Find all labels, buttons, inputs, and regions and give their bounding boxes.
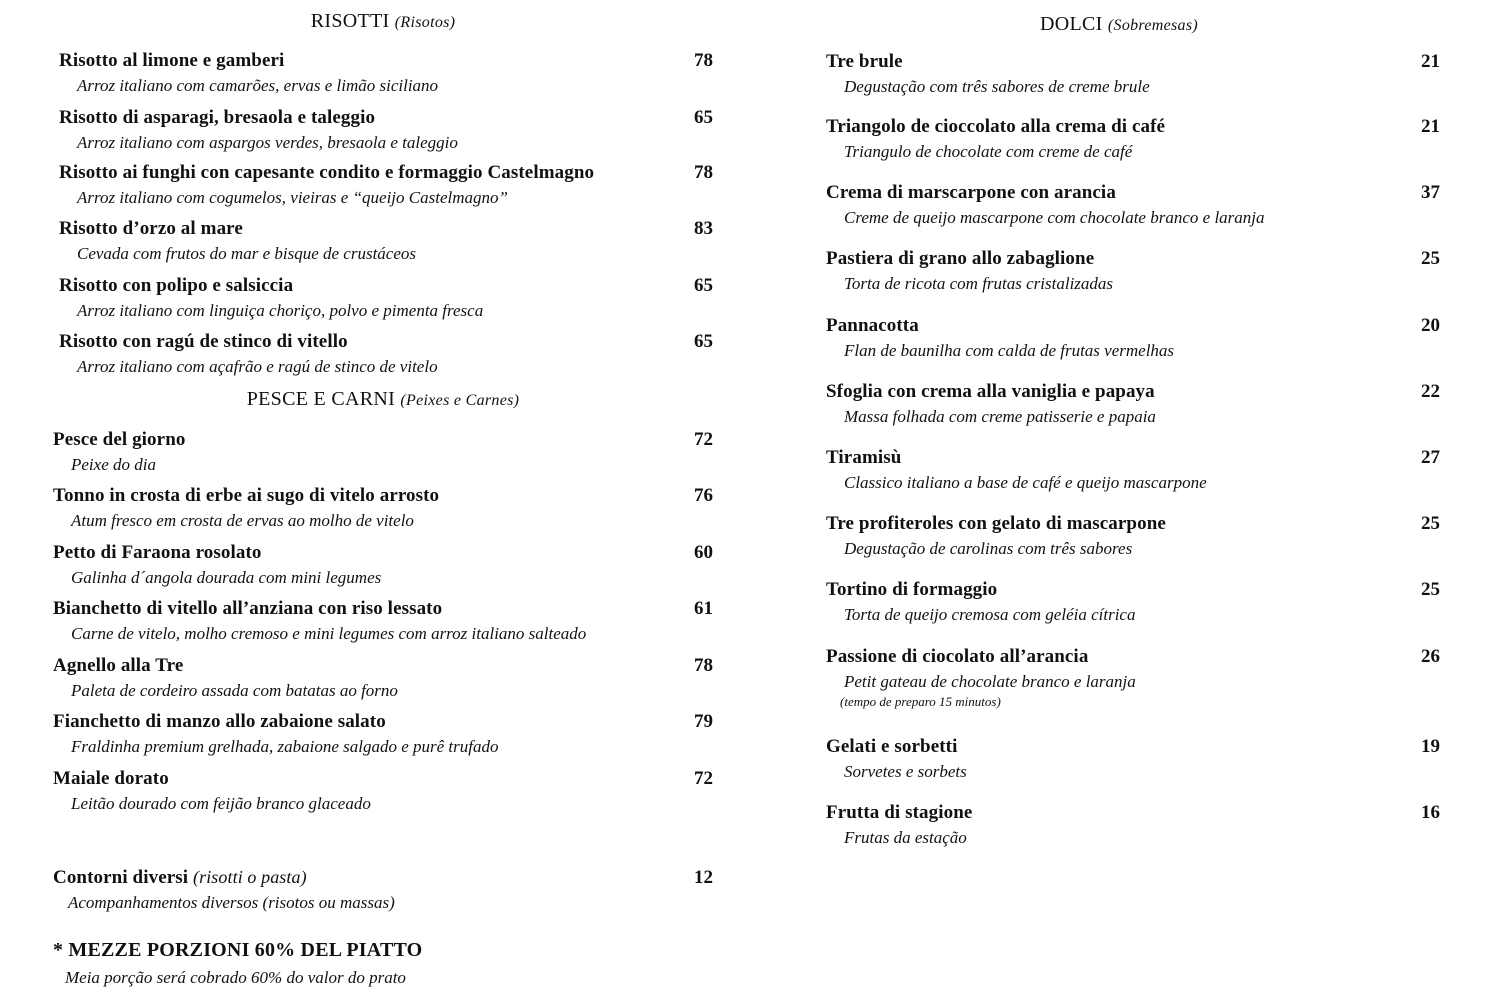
menu-item <box>826 646 1440 710</box>
item-description: Carne de vitelo, molho cremoso e mini legumes com arroz italiano salteado <box>71 624 587 643</box>
menu-item <box>59 50 713 96</box>
item-description: Galinha d´angola dourada com mini legumes <box>71 568 382 587</box>
item-description: Arroz italiano com linguiça choriço, polvo e pimenta fresca <box>77 301 484 320</box>
item-description: Acompanhamentos diversos (risotos ou massas) <box>68 893 395 912</box>
item-name: Maiale dorato <box>53 768 169 789</box>
half-portion-description: Meia porção será cobrado 60% do valor do prato <box>65 968 406 987</box>
risotti-subtitle: (Risotos) <box>394 14 456 31</box>
item-name: Risotto con ragú de stinco di vitello <box>59 331 348 352</box>
item-price: 21 <box>1421 116 1440 137</box>
item-name: Passione di ciocolato all’arancia <box>826 646 1089 667</box>
menu-item <box>826 315 1440 361</box>
item-description: Triangulo de chocolate com creme de café <box>844 142 1133 161</box>
menu-item <box>53 768 713 814</box>
item-price: 65 <box>694 275 713 296</box>
item-price: 78 <box>694 655 713 676</box>
item-price: 12 <box>694 867 713 888</box>
item-description: Leitão dourado com feijão branco glaceado <box>71 794 371 813</box>
item-name: Bianchetto di vitello all’anziana con riso lessato <box>53 598 443 619</box>
item-name: Petto di Faraona rosolato <box>53 542 262 563</box>
dolci-section-title <box>798 13 1440 36</box>
item-description: Torta de queijo cremosa com geléia cítrica <box>844 605 1136 624</box>
menu-item <box>53 542 713 588</box>
item-description: Degustação com três sabores de creme brule <box>844 77 1150 96</box>
item-description: Arroz italiano com camarões, ervas e limão siciliano <box>77 76 439 95</box>
item-name: Tiramisù <box>826 447 902 468</box>
menu-item <box>826 116 1440 162</box>
item-name: Frutta di stagione <box>826 802 973 823</box>
item-name: Fianchetto di manzo allo zabaione salato <box>53 711 386 732</box>
item-description: Massa folhada com creme patisserie e papaia <box>844 407 1156 426</box>
item-price: 37 <box>1421 182 1440 203</box>
item-description: Arroz italiano com açafrão e ragú de stinco de vitelo <box>77 357 438 376</box>
item-description: Flan de baunilha com calda de frutas vermelhas <box>844 341 1175 360</box>
menu-item <box>826 447 1440 493</box>
contorni-aside: (risotti o pasta) <box>193 867 307 887</box>
item-name: Pesce del giorno <box>53 429 186 450</box>
item-description: Peixe do dia <box>71 455 156 474</box>
item-name: Agnello alla Tre <box>53 655 184 676</box>
risotti-section-title <box>53 10 713 33</box>
item-description: Sorvetes e sorbets <box>844 762 967 781</box>
item-price: 72 <box>694 429 713 450</box>
item-price: 79 <box>694 711 713 732</box>
pesce-section-title <box>53 388 713 411</box>
item-description: Cevada com frutos do mar e bisque de crustáceos <box>77 244 417 263</box>
item-note: (tempo de preparo 15 minutos) <box>840 694 1001 709</box>
item-description: Fraldinha premium grelhada, zabaione salgado e purê trufado <box>71 737 499 756</box>
item-price: 78 <box>694 50 713 71</box>
menu-item <box>59 331 713 377</box>
item-price: 25 <box>1421 513 1440 534</box>
item-price: 16 <box>1421 802 1440 823</box>
left-column <box>53 0 713 1000</box>
item-price: 27 <box>1421 447 1440 468</box>
item-name: Risotto con polipo e salsiccia <box>59 275 294 296</box>
menu-item <box>59 107 713 153</box>
menu-item <box>53 655 713 701</box>
item-price: 25 <box>1421 248 1440 269</box>
contorni-name: Contorni diversi <box>53 867 189 888</box>
item-name: Pastiera di grano allo zabaglione <box>826 248 1095 269</box>
item-name <box>53 867 713 889</box>
item-price: 61 <box>694 598 713 619</box>
item-name: Risotto ai funghi con capesante condito e formaggio Castelmagno <box>59 162 595 183</box>
item-description: Degustação de carolinas com três sabores <box>844 539 1133 558</box>
item-price: 60 <box>694 542 713 563</box>
item-name: Gelati e sorbetti <box>826 736 958 757</box>
item-price: 22 <box>1421 381 1440 402</box>
item-description: Arroz italiano com aspargos verdes, bresaola e taleggio <box>77 133 458 152</box>
item-description: Frutas da estação <box>844 828 967 847</box>
menu-item <box>53 429 713 475</box>
menu-item <box>826 513 1440 559</box>
item-name: Tre brule <box>826 51 903 72</box>
dolci-subtitle: (Sobremesas) <box>1107 17 1199 34</box>
pesce-title: PESCE E CARNI <box>246 388 396 410</box>
item-name: Risotto di asparagi, bresaola e taleggio <box>59 107 376 128</box>
dolci-title: DOLCI <box>1039 13 1103 35</box>
item-description: Creme de queijo mascarpone com chocolate branco e laranja <box>844 208 1265 227</box>
menu-item <box>826 182 1440 228</box>
item-name: Risotto al limone e gamberi <box>59 50 285 71</box>
menu-item <box>53 598 713 644</box>
item-price: 20 <box>1421 315 1440 336</box>
item-name: Pannacotta <box>826 315 919 336</box>
item-name: Triangolo de cioccolato alla crema di café <box>826 116 1166 137</box>
item-description: Arroz italiano com cogumelos, vieiras e “queijo Castelmagno” <box>77 188 508 207</box>
item-price: 19 <box>1421 736 1440 757</box>
item-name: Crema di marscarpone con arancia <box>826 182 1116 203</box>
item-name: Risotto d’orzo al mare <box>59 218 243 239</box>
menu-item <box>826 736 1440 782</box>
item-price: 72 <box>694 768 713 789</box>
item-name: Sfoglia con crema alla vaniglia e papaya <box>826 381 1155 402</box>
item-price: 21 <box>1421 51 1440 72</box>
menu-item <box>826 381 1440 427</box>
pesce-subtitle: (Peixes e Carnes) <box>400 392 520 409</box>
menu-item <box>59 275 713 321</box>
item-name: Tonno in crosta di erbe ai sugo di vitelo arrosto <box>53 485 440 506</box>
contorni-item <box>53 867 713 913</box>
item-price: 83 <box>694 218 713 239</box>
menu-item <box>826 802 1440 848</box>
item-description: Classico italiano a base de café e queijo mascarpone <box>844 473 1207 492</box>
item-description: Torta de ricota com frutas cristalizadas <box>844 274 1114 293</box>
item-price: 65 <box>694 331 713 352</box>
item-price: 76 <box>694 485 713 506</box>
right-column <box>826 0 1440 1000</box>
item-price: 25 <box>1421 579 1440 600</box>
menu-item <box>53 485 713 531</box>
item-name: Tre profiteroles con gelato di mascarpone <box>826 513 1166 534</box>
menu-item <box>826 51 1440 97</box>
item-price: 78 <box>694 162 713 183</box>
menu-item <box>826 248 1440 294</box>
risotti-title: RISOTTI <box>310 10 390 32</box>
menu-item <box>826 579 1440 625</box>
item-description: Paleta de cordeiro assada com batatas ao forno <box>71 681 398 700</box>
item-price: 26 <box>1421 646 1440 667</box>
item-description: Petit gateau de chocolate branco e laranja <box>844 672 1136 691</box>
half-portion-title: * MEZZE PORZIONI 60% DEL PIATTO <box>53 939 423 961</box>
menu-item <box>53 711 713 757</box>
item-name: Tortino di formaggio <box>826 579 998 600</box>
menu-item <box>59 162 713 208</box>
item-price: 65 <box>694 107 713 128</box>
menu-item <box>59 218 713 264</box>
item-description: Atum fresco em crosta de ervas ao molho de vitelo <box>71 511 414 530</box>
